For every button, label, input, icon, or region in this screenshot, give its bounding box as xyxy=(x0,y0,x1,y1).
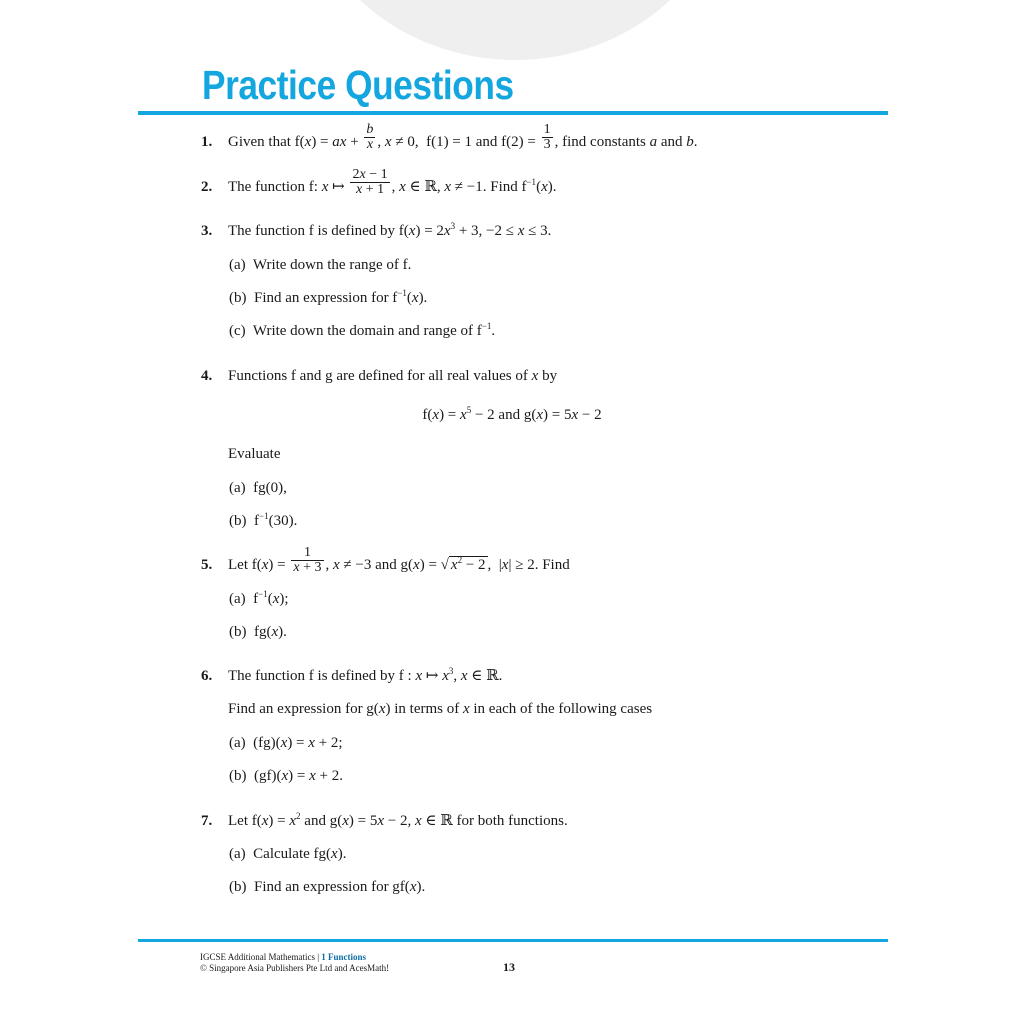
footer-rule xyxy=(138,939,888,942)
question-number: 1. xyxy=(201,134,213,150)
question-5a: (a) $f^{-1}(x)$; xyxy=(229,589,289,607)
page-number: 13 xyxy=(503,960,515,974)
question-1-text: Given that f(x) = ax + $\frac{b}{x}$ , x ≠ 0, f(1) = 1 and f(2) = $\frac{1}{3}$ , find constants a and b. xyxy=(228,122,698,153)
question-number: 3. xyxy=(201,223,213,239)
question-number: 5. xyxy=(201,557,213,573)
page-title: Practice Questions xyxy=(202,62,514,108)
question-6b: (b) (gf)(x) = x + 2. xyxy=(229,768,344,784)
question-7-text: Let $f(x) = x^2$ and g(x) = 5x − 2, x ∈ ℝ for both functions. xyxy=(228,811,568,829)
footer-copyright: © Singapore Asia Publishers Pte Ltd and AcesMath! xyxy=(200,963,390,973)
question-number: 2. xyxy=(201,179,213,195)
question-2-text: The function f: x ↦ $\frac{2x - 1}{x + 1}$ , x ∈ ℝ, x ≠ −1. Find $f^{-1}(x)$. xyxy=(228,167,557,198)
decorative-arc xyxy=(300,0,730,60)
question-5b: (b) fg(x). xyxy=(229,624,287,640)
question-number: 4. xyxy=(201,368,213,384)
question-3a: (a) Write down the range of f. xyxy=(229,257,412,273)
question-4a: (a) fg(0), xyxy=(229,480,287,496)
question-number: 6. xyxy=(201,668,213,684)
question-7a: (a) Calculate fg(x). xyxy=(229,846,347,862)
title-rule xyxy=(138,111,888,115)
question-6a: (a) (fg)(x) = x + 2; xyxy=(229,735,343,751)
question-4b: (b) $f^{-1}(30)$. xyxy=(229,511,298,529)
question-6-text: The function f is defined by f : x ↦ $x^3$, x ∈ ℝ. xyxy=(228,666,503,684)
question-5-text: Let f(x) = $\frac{1}{x + 3}$ , x ≠ −3 and g(x) = √ $x^2 - 2$ , |x| ≥ 2. Find xyxy=(228,545,570,576)
question-7b: (b) Find an expression for gf(x). xyxy=(229,879,426,895)
question-3b: (b) Find an expression for $f^{-1}(x)$. xyxy=(229,288,428,306)
footer-chapter: 1 Functions xyxy=(321,952,367,962)
question-3c: (c) Write down the domain and range of $f^{-1}$. xyxy=(229,321,496,339)
question-4-text: Functions f and g are defined for all real values of x by xyxy=(228,368,558,384)
footer-book-title: IGCSE Additional Mathematics | xyxy=(200,952,320,962)
footer-book xyxy=(200,952,366,963)
question-6-instruction: Find an expression for g(x) in terms of x in each of the following cases xyxy=(228,701,653,717)
question-4-definitions: $f(x) = x^5 - 2$ and g(x) = 5x − 2 xyxy=(422,405,602,423)
question-number: 7. xyxy=(201,813,213,829)
question-3-text: The function f is defined by $f(x) = 2x^3 + 3$, −2 ≤ x ≤ 3. xyxy=(228,221,552,239)
question-4-evaluate: Evaluate xyxy=(228,446,281,462)
